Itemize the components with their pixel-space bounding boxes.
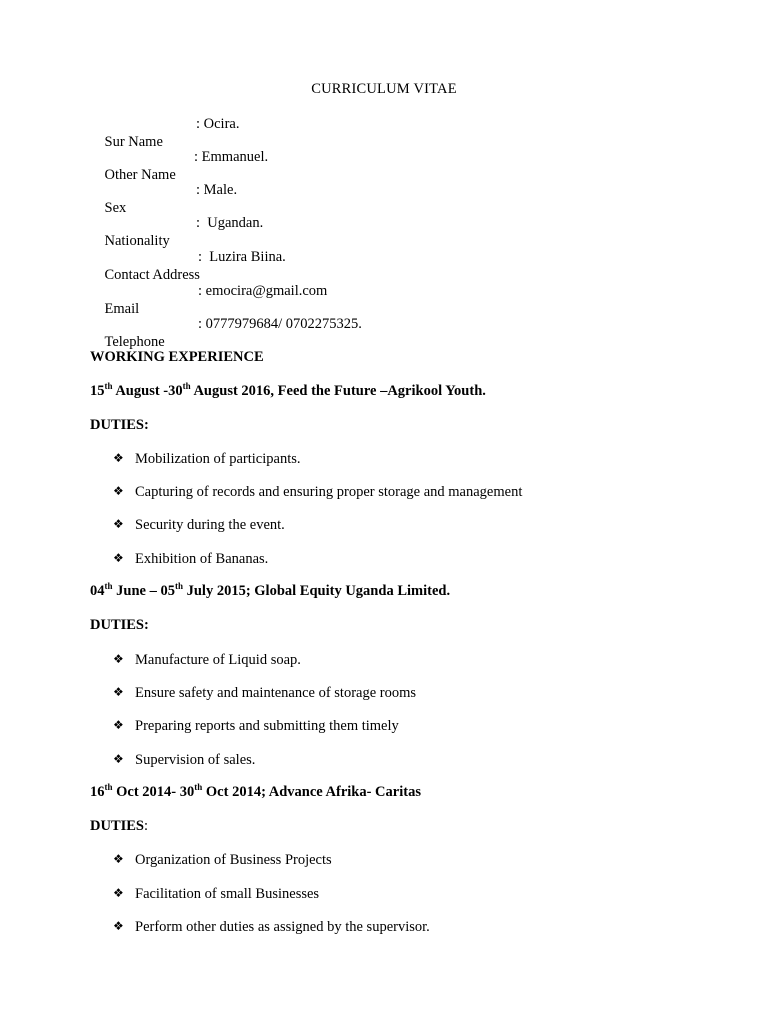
- field-value: : Emmanuel.: [194, 149, 269, 165]
- field-value: : Ugandan.: [196, 215, 264, 231]
- diamond-bullet-icon: ❖: [113, 685, 124, 699]
- list-item: ❖ Manufacture of Liquid soap.: [113, 652, 301, 668]
- diamond-bullet-icon: ❖: [113, 718, 124, 732]
- list-item: ❖ Capturing of records and ensuring proper storage and management: [113, 484, 523, 500]
- section-heading-experience: WORKING EXPERIENCE: [90, 349, 264, 365]
- diamond-bullet-icon: ❖: [113, 919, 124, 933]
- diamond-bullet-icon: ❖: [113, 852, 124, 866]
- list-item: ❖ Preparing reports and submitting them timely: [113, 718, 399, 734]
- field-value: : emocira@gmail.com: [198, 283, 328, 299]
- job-period-1: 15th August -30th August 2016, Feed the Future –Agrikool Youth.: [90, 381, 486, 399]
- field-label: Sex: [104, 200, 127, 216]
- diamond-bullet-icon: ❖: [113, 886, 124, 900]
- job-period-2: 04th June – 05th July 2015; Global Equity Uganda Limited.: [90, 581, 451, 599]
- list-item: ❖ Perform other duties as assigned by the supervisor.: [113, 919, 430, 935]
- diamond-bullet-icon: ❖: [113, 652, 124, 666]
- field-label: Nationality: [104, 233, 170, 249]
- diamond-bullet-icon: ❖: [113, 484, 124, 498]
- job-period-3: 16th Oct 2014- 30th Oct 2014; Advance Afrika- Caritas: [90, 782, 421, 800]
- duties-label: DUTIES:: [90, 818, 149, 834]
- field-label: Email: [104, 301, 140, 317]
- list-item: ❖ Supervision of sales.: [113, 752, 256, 768]
- list-item: ❖ Facilitation of small Businesses: [113, 886, 320, 902]
- list-item: ❖ Mobilization of participants.: [113, 451, 301, 467]
- diamond-bullet-icon: ❖: [113, 517, 124, 531]
- list-item: ❖ Ensure safety and maintenance of storage rooms: [113, 685, 417, 701]
- field-value: : Ocira.: [196, 116, 240, 132]
- page-title: CURRICULUM VITAE: [311, 81, 457, 97]
- list-item: ❖ Organization of Business Projects: [113, 852, 332, 868]
- field-label: Sur Name: [104, 134, 163, 150]
- field-label: Telephone: [104, 334, 165, 350]
- duties-label: DUTIES:: [90, 417, 149, 433]
- diamond-bullet-icon: ❖: [113, 451, 124, 465]
- duties-label: DUTIES:: [90, 617, 149, 633]
- diamond-bullet-icon: ❖: [113, 551, 124, 565]
- list-item: ❖ Security during the event.: [113, 517, 285, 533]
- diamond-bullet-icon: ❖: [113, 752, 124, 766]
- field-value: : Male.: [196, 182, 238, 198]
- field-value: : Luzira Biina.: [198, 249, 286, 265]
- field-label: Contact Address: [104, 267, 200, 283]
- list-item: ❖ Exhibition of Bananas.: [113, 551, 269, 567]
- field-label: Other Name: [104, 167, 176, 183]
- field-value: : 0777979684/ 0702275325.: [198, 316, 362, 332]
